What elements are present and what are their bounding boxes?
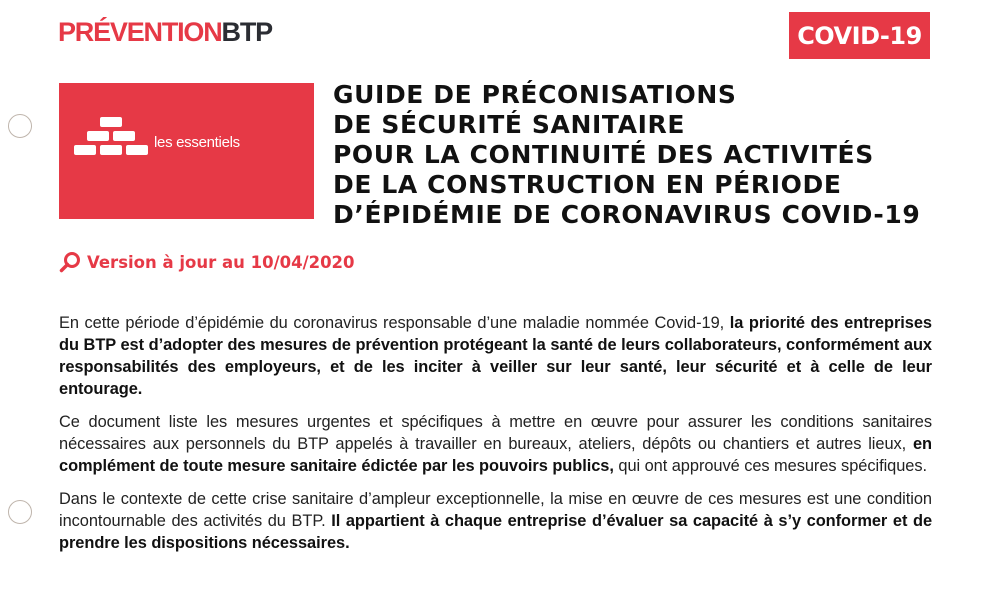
p2-text-end: qui ont approuvé ces mesures spécifiques. — [613, 457, 928, 475]
version-text: Version à jour au 10/04/2020 — [87, 252, 355, 272]
binder-hole-icon — [8, 500, 32, 524]
p1-bold: la priorité des entreprises du BTP est d’adopter des mesures de prévention protégeant la santé de leurs collaborateurs, conformément aux responsabilités des employeurs, et de les inciter à veiller sur leur santé, leur sécurité et à celle de leur entourage. — [59, 314, 932, 398]
paragraph-3 — [59, 488, 932, 554]
p3-bold: Il appartient à chaque entreprise d’évaluer sa capacité à s’y conformer et de prendre les dispositions nécessaires. — [59, 512, 933, 552]
essentials-banner — [59, 83, 314, 219]
page-title — [333, 80, 921, 230]
title-line: POUR LA CONTINUITÉ DES ACTIVITÉS — [333, 140, 874, 169]
logo-prevention: PRÉVENTION — [58, 17, 222, 47]
title-line: GUIDE DE PRÉCONISATIONS — [333, 80, 737, 109]
title-line: DE LA CONSTRUCTION EN PÉRIODE — [333, 170, 842, 199]
title-line: DE SÉCURITÉ SANITAIRE — [333, 110, 686, 139]
intro-text — [59, 312, 932, 565]
p3-text: Dans le contexte de cette crise sanitaire d’ampleur exceptionnelle, la mise en œuvre de ces mesures est une condition incontournable des activités du BTP. — [59, 490, 932, 530]
logo-btp: BTP — [221, 17, 272, 47]
p2-text: Ce document liste les mesures urgentes et spécifiques à mettre en œuvre pour assurer les conditions sanitaires nécessaires aux personnels du BTP appelés à travailler en bureaux, ateliers, dépôts ou chantiers et autres lieux, — [59, 413, 932, 453]
p1-text: En cette période d’épidémie du coronavirus responsable d’une maladie nommée Covid-19, — [59, 314, 730, 332]
preventionbtp-logo — [58, 17, 272, 47]
bricks-icon — [74, 117, 150, 155]
p2-bold: en complément de toute mesure sanitaire édictée par les pouvoirs publics, — [59, 435, 932, 475]
search-icon — [59, 251, 81, 273]
essentials-label: les essentiels — [154, 134, 240, 151]
binder-hole-icon — [8, 114, 32, 138]
version-date — [59, 251, 355, 273]
title-line: D’ÉPIDÉMIE DE CORONAVIRUS COVID-19 — [333, 200, 921, 229]
covid-badge: COVID-19 — [789, 12, 930, 59]
paragraph-1 — [59, 312, 932, 400]
paragraph-2 — [59, 411, 932, 477]
